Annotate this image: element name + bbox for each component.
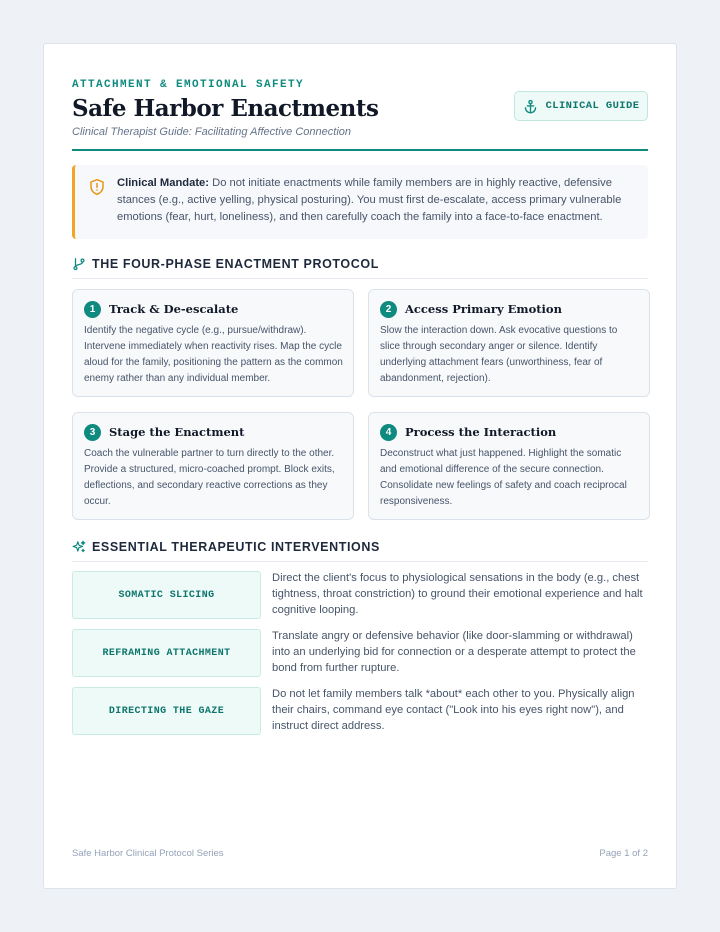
- intervention-description: Direct the client's focus to physiological sensations in the body (e.g., chest tightness, throat constriction) to ground their emotional experience and halt cognitive looping.: [272, 572, 643, 616]
- sparkles-icon: [72, 540, 86, 554]
- phase-description: Slow the interaction down. Ask evocative questions to slice through secondary anger or silence. Identify underlying attachment fears (unworthiness, fear of abandonment, rejection).: [380, 325, 618, 384]
- intervention-label: SOMATIC SLICING: [72, 571, 261, 619]
- eyebrow-label: ATTACHMENT & EMOTIONAL SAFETY: [72, 79, 305, 91]
- intervention-description: Do not let family members talk *about* each other to you. Physically align their chairs, command eye contact ("Look into his eyes right now"), and instruct direct address.: [272, 688, 635, 732]
- phase-description: Deconstruct what just happened. Highlight the somatic and emotional difference of the secure connection. Consolidate new feelings of safety and coach reciprocal responsiveness.: [380, 448, 627, 507]
- protocol-section-heading: [72, 257, 648, 279]
- mandate-text: [117, 175, 634, 227]
- phase-number: 4: [380, 424, 397, 441]
- phase-number: 1: [84, 301, 101, 318]
- shield-alert-icon: [89, 178, 105, 196]
- git-branch-icon: [72, 257, 86, 271]
- anchor-icon: [523, 99, 538, 114]
- phase-number: 2: [380, 301, 397, 318]
- badge-label: CLINICAL GUIDE: [545, 100, 640, 112]
- phase-card-2: [368, 289, 650, 397]
- header-divider: [72, 149, 648, 151]
- phase-number: 3: [84, 424, 101, 441]
- page-title: Safe Harbor Enactments: [72, 95, 379, 122]
- interventions-section-heading: [72, 540, 648, 562]
- intervention-label: REFRAMING ATTACHMENT: [72, 629, 261, 677]
- protocol-heading: THE FOUR-PHASE ENACTMENT PROTOCOL: [92, 257, 379, 271]
- mandate-label: Clinical Mandate:: [117, 177, 210, 189]
- phase-card-3: [72, 412, 354, 520]
- phase-card-4: [368, 412, 650, 520]
- phase-title: Process the Interaction: [405, 425, 557, 439]
- footer-series: Safe Harbor Clinical Protocol Series: [72, 848, 224, 859]
- document-page: [43, 43, 677, 889]
- page-subtitle: Clinical Therapist Guide: Facilitating Affective Connection: [72, 126, 352, 138]
- phase-description: Coach the vulnerable partner to turn directly to the other. Provide a structured, micro-coached prompt. Block exits, deflections, and secondary reactive corrections as they occur.: [84, 448, 335, 507]
- clinical-guide-badge: [514, 91, 648, 121]
- intervention-description: Translate angry or defensive behavior (like door-slamming or withdrawal) into an underlying bid for connection or a desperate attempt to protect the bond from further rupture.: [272, 630, 636, 674]
- interventions-heading: ESSENTIAL THERAPEUTIC INTERVENTIONS: [92, 540, 380, 554]
- clinical-mandate-callout: [72, 165, 648, 239]
- mandate-body: Do not initiate enactments while family members are in highly reactive, defensive stances (e.g., active yelling, physical posturing). You must first de-escalate, access primary vulnerable emotions (fear, hurt, loneliness), and then carefully coach the family into a face-to-face enactment.: [117, 177, 622, 224]
- phase-title: Access Primary Emotion: [405, 302, 562, 316]
- phase-card-1: [72, 289, 354, 397]
- phase-title: Stage the Enactment: [109, 425, 245, 439]
- phase-title: Track & De-escalate: [109, 302, 239, 316]
- phase-description: Identify the negative cycle (e.g., pursue/withdraw). Intervene immediately when reactivity rises. Map the cycle aloud for the family, positioning the pattern as the common enemy rather than any individual member.: [84, 325, 343, 384]
- intervention-label: DIRECTING THE GAZE: [72, 687, 261, 735]
- footer-page-number: Page 1 of 2: [599, 848, 648, 859]
